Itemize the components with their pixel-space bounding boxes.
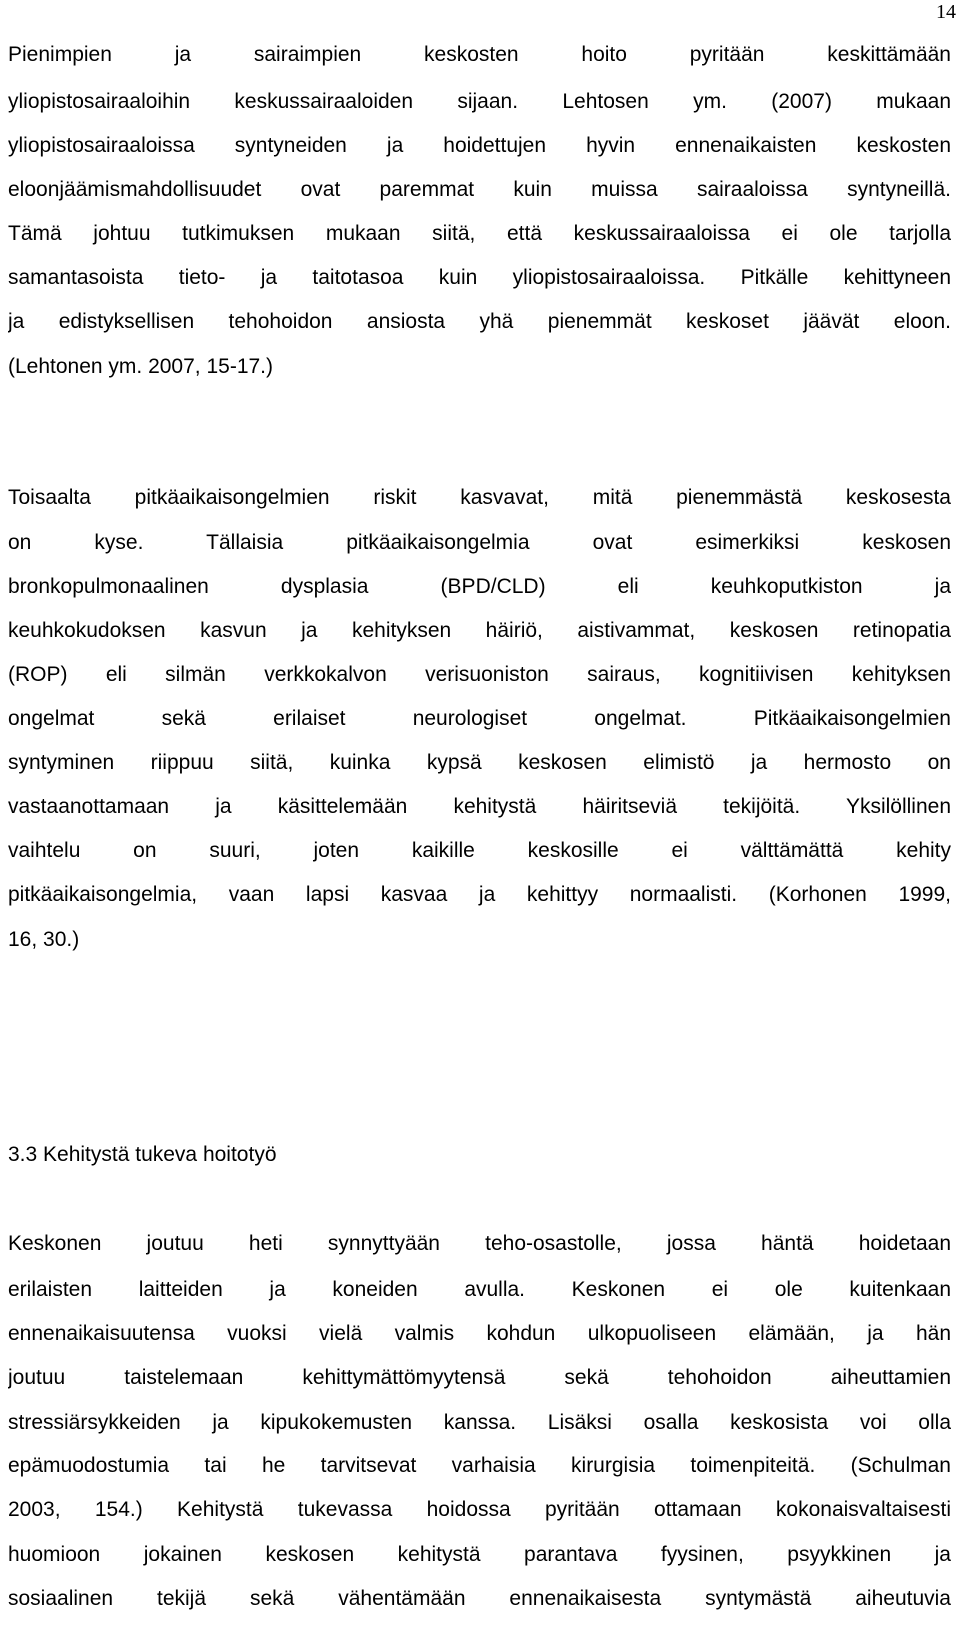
text-line: samantasoista tieto- ja taitotasoa kuin yliopistosairaaloissa. Pitkälle kehittyneen — [8, 266, 951, 289]
text-line: pitkäaikaisongelmia, vaan lapsi kasvaa ja kehittyy normaalisti. (Korhonen 1999, — [8, 883, 951, 906]
text-line: vastaanottamaan ja käsittelemään kehitystä häiritseviä tekijöitä. Yksilöllinen — [8, 795, 951, 818]
text-line: erilaisten laitteiden ja koneiden avulla. Keskonen ei ole kuitenkaan — [8, 1278, 951, 1301]
text-line: Pienimpien ja sairaimpien keskosten hoito pyritään keskittämään — [8, 43, 951, 66]
text-line: Toisaalta pitkäaikaisongelmien riskit kasvavat, mitä pienemmästä keskosesta — [8, 486, 951, 509]
text-line: yliopistosairaaloihin keskussairaaloiden sijaan. Lehtosen ym. (2007) mukaan — [8, 90, 951, 113]
text-line: ongelmat sekä erilaiset neurologiset ongelmat. Pitkäaikaisongelmien — [8, 707, 951, 730]
text-line: Tämä johtuu tutkimuksen mukaan siitä, että keskussairaaloissa ei ole tarjolla — [8, 222, 951, 245]
text-line: bronkopulmonaalinen dysplasia (BPD/CLD) eli keuhkoputkiston ja — [8, 575, 951, 598]
text-line: eloonjäämismahdollisuudet ovat paremmat kuin muissa sairaaloissa syntyneillä. — [8, 178, 951, 201]
text-line: epämuodostumia tai he tarvitsevat varhaisia kirurgisia toimenpiteitä. (Schulman — [8, 1454, 951, 1477]
text-line: keuhkokudoksen kasvun ja kehityksen häiriö, aistivammat, keskosen retinopatia — [8, 619, 951, 642]
text-line: ja edistyksellisen tehohoidon ansiosta yhä pienemmät keskoset jäävät eloon. — [8, 310, 951, 333]
page-number: 14 — [936, 1, 956, 23]
text-line: sosiaalinen tekijä sekä vähentämään ennenaikaisesta syntymästä aiheutuvia — [8, 1587, 951, 1610]
text-line: joutuu taistelemaan kehittymättömyytensä sekä tehohoidon aiheuttamien — [8, 1366, 951, 1389]
text-line: 2003, 154.) Kehitystä tukevassa hoidossa pyritään ottamaan kokonaisvaltaisesti — [8, 1498, 951, 1521]
text-line: vaihtelu on suuri, joten kaikille keskosille ei välttämättä kehity — [8, 839, 951, 862]
section-heading: 3.3 Kehitystä tukeva hoitotyö — [8, 1143, 277, 1166]
text-line: (Lehtonen ym. 2007, 15-17.) — [8, 355, 274, 378]
text-line: huomioon jokainen keskosen kehitystä parantava fyysinen, psyykkinen ja — [8, 1543, 951, 1566]
text-line: syntyminen riippuu siitä, kuinka kypsä keskosen elimistö ja hermosto on — [8, 751, 951, 774]
text-line: yliopistosairaaloissa syntyneiden ja hoidettujen hyvin ennenaikaisten keskosten — [8, 134, 951, 157]
text-line: ennenaikaisuutensa vuoksi vielä valmis kohdun ulkopuoliseen elämään, ja hän — [8, 1322, 951, 1345]
text-line: stressiärsykkeiden ja kipukokemusten kanssa. Lisäksi osalla keskosista voi olla — [8, 1411, 951, 1434]
text-line: Keskonen joutuu heti synnyttyään teho-osastolle, jossa häntä hoidetaan — [8, 1232, 951, 1255]
text-line: (ROP) eli silmän verkkokalvon verisuoniston sairaus, kognitiivisen kehityksen — [8, 663, 951, 686]
text-line: 16, 30.) — [8, 928, 80, 951]
text-line: on kyse. Tällaisia pitkäaikaisongelmia ovat esimerkiksi keskosen — [8, 531, 951, 554]
